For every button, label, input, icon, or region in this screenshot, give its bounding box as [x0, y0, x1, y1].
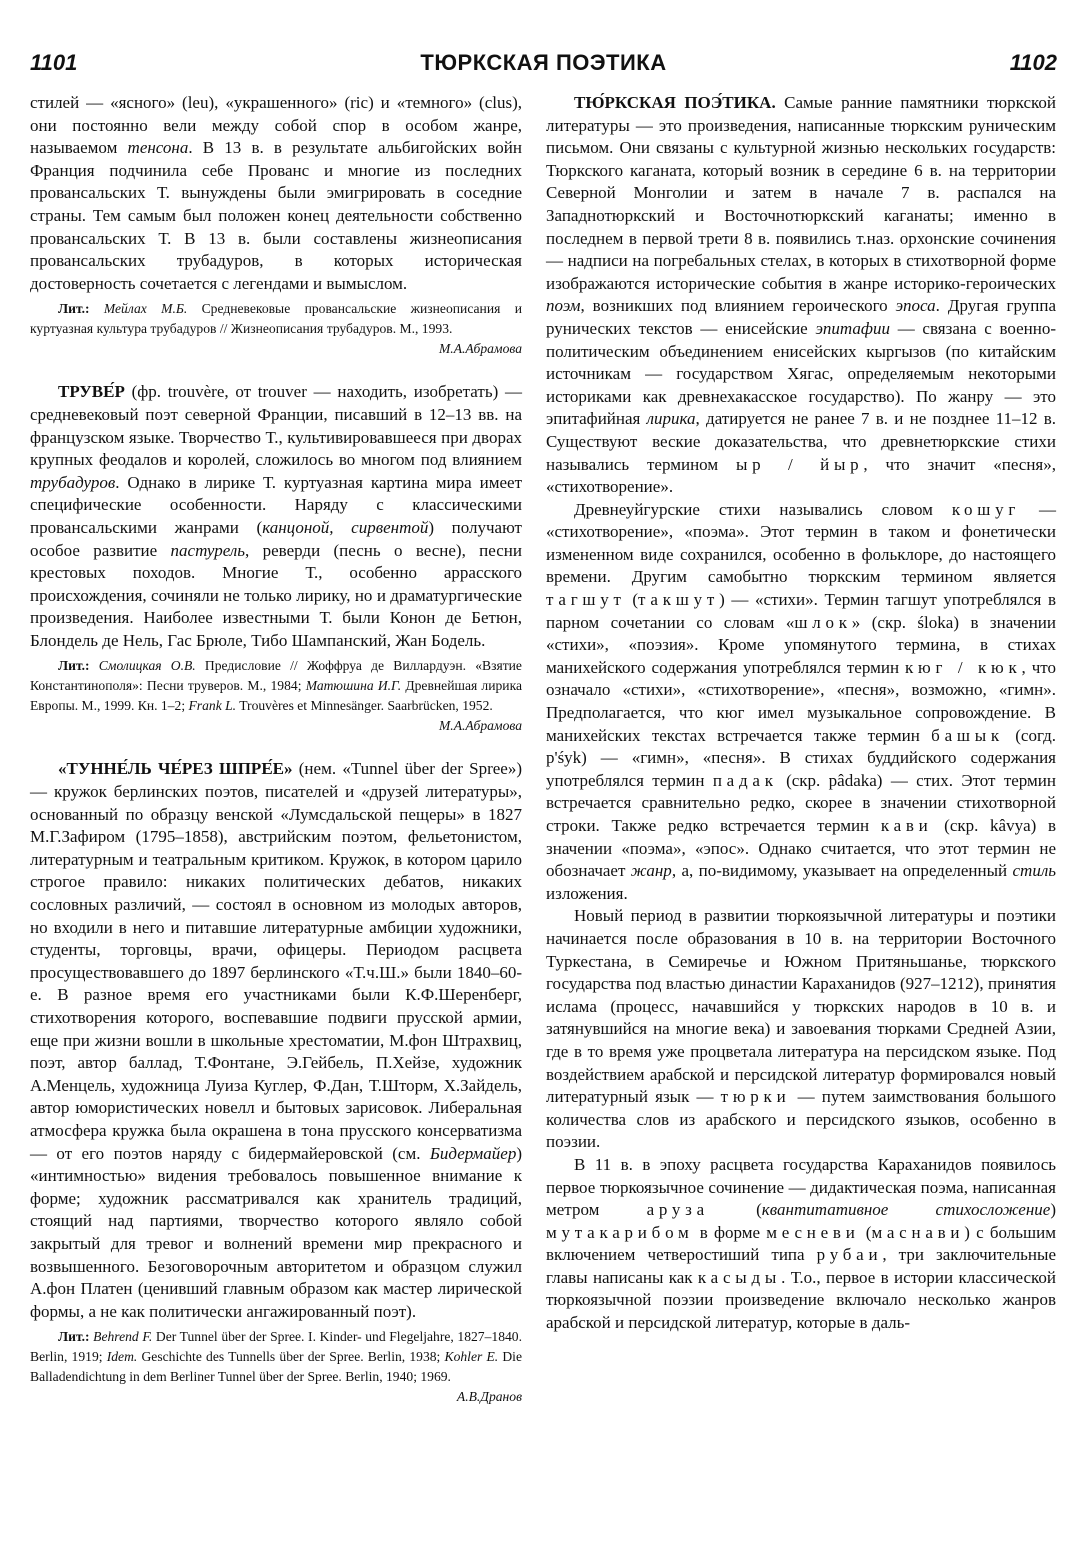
spaced-term: падак	[712, 770, 778, 790]
encyclopedia-entry	[30, 758, 522, 1323]
spaced-term: тюрки	[720, 1087, 791, 1107]
text-run: (	[625, 590, 639, 610]
italic-term: Kohler E.	[444, 1349, 499, 1365]
bold-headword: Лит.:	[58, 1329, 94, 1345]
text-run: ) — «стихи». Термин тагшут употреблялся в парном сочетании со словам «	[546, 590, 1056, 632]
text-run: Древнейшая лирика Европы. М., 1999. Кн. 1–2;	[30, 678, 522, 714]
literature-references	[30, 1327, 522, 1407]
italic-term: поэм	[546, 296, 581, 316]
italic-term: жанр	[630, 861, 672, 881]
italic-term: Мейлах М.Б.	[103, 301, 188, 317]
spaced-term: кюг / кюк	[904, 657, 1022, 677]
article-author: М.А.Абрамова	[438, 341, 522, 357]
paragraph	[546, 1154, 1056, 1335]
text-run: (согд. p'śyk) — «гимн», «песня». В стихах буддийского содержания употреблялся термин	[546, 725, 1056, 790]
article-author: М.А.Абрамова	[438, 718, 522, 734]
text-run: , реверди (песнь о весне), песни крестовых походов. Многие Т., особенно аррасского происхождения, сочиняли не только лирику, но и драматургические произведения. Наиболее известными Т. были Конон де Бетюн, Блондель де Нель, Гас Брюле, Тибо Шампанский, Жан Бодель.	[30, 540, 522, 650]
italic-term: Behrend F.	[93, 1329, 153, 1345]
spaced-term: аруза	[646, 1200, 709, 1220]
bold-headword: ТРУВЕ́Р	[58, 382, 125, 402]
spaced-term: тагшут	[546, 590, 626, 610]
text-run: Der Tunnel über der Spree. I. Kinder- und Flegeljahre, 1827–1840. Berlin, 1919;	[30, 1329, 522, 1365]
spaced-term: кошуг	[951, 499, 1021, 519]
text-run: — путем заимствования большого количества слов из арабского и персидского языков, особенно в поэзии.	[546, 1087, 1057, 1152]
italic-term: эпоса	[895, 296, 936, 316]
spaced-term: башык	[931, 725, 1004, 745]
text-run: ) с большим включением четверостиший типа	[546, 1222, 1056, 1265]
text-run: Предисловие // Жоффруа де Виллардуэн. «Взятие Константинополя»: Песни труверов. М., 1984;	[30, 658, 522, 694]
text-run: Новый период в развитии тюркоязычной литературы и поэтики начинается после образования в 10 в. на территории Восточного Туркестана, в Семиречье и Южном Притяньшанье, тюркского государства под властью династии Караханидов (927–1212), принятия ислама (процесс, начавшийся у тюркских народов в 10 в. и затянувшийся на многие века) и завоевания тюрками Средней Азии, где в то время уже процветала литература на персидском языке. Под воздействием арабской и персидской литератур формировался новый литературный язык —	[546, 906, 1056, 1107]
italic-term: Смолицкая О.В.	[98, 658, 196, 674]
bold-headword: «ТУННЕ́ЛЬ ЧЕ́РЕЗ ШПРЕ́Е»	[58, 759, 293, 779]
italic-term: Матюшина И.Г.	[305, 678, 402, 694]
page-number-right: 1102	[1009, 50, 1057, 75]
text-run: В 11 в. в эпоху расцвета государства Караханидов появилось первое тюркоязычное сочинение — дидактическая поэма, написанная метром	[546, 1154, 1056, 1220]
text-run: Trouvères et Minnesänger. Saarbrücken, 1952.	[236, 698, 493, 714]
literature-references	[30, 656, 522, 736]
text-run: (	[859, 1222, 872, 1242]
text-run: (скр. kâvya) в значении «поэма», «эпос». Однако считается, что этот термин не обозначает	[546, 816, 1056, 881]
paragraph-continuation	[30, 92, 522, 295]
text-run: )	[1050, 1200, 1056, 1220]
spaced-term: маснави	[871, 1222, 965, 1242]
italic-term: Бидермайер	[429, 1143, 517, 1163]
running-title: ТЮРКСКАЯ ПОЭТИКА	[420, 50, 667, 75]
text-run: . Однако в лирике Т. куртуазная картина мира имеет специфические особенности. Наряду с классическими провансальскими жанрами (	[30, 472, 522, 537]
paragraph	[546, 905, 1056, 1154]
text-run: Geschichte des Tunnells über der Spree. Berlin, 1938;	[137, 1349, 445, 1365]
spaced-term: мутакарибом	[546, 1222, 694, 1242]
italic-term: квантитативное стихосложение	[761, 1200, 1051, 1220]
text-run: (	[708, 1200, 762, 1220]
encyclopedia-entry	[30, 381, 522, 652]
text-run: » (скр. śloka) в значении «стихи», «поэзия». Кроме упомянутого термина, в стихах манихейского содержания употреблялся термин	[546, 612, 1057, 677]
spaced-term: рубаи	[816, 1245, 883, 1265]
italic-term: канцоной, сирвентой	[262, 517, 429, 537]
text-run: Средневековые провансальские жизнеописания и куртуазная культура трубадуров // Жизнеописания трубадуров. М., 1993.	[30, 301, 522, 337]
right-column	[546, 92, 1056, 1335]
text-run: . Т.о., первое в истории классической тюркоязычной поэзии произведение включало несколько жанров арабской и персидской литератур, которые в даль-	[546, 1267, 1056, 1333]
text-run: , а, по-видимому, указывает на определенный	[671, 861, 1013, 881]
text-run: , три заключительные главы написаны как	[546, 1245, 1056, 1287]
text-run: стилей — «ясного» (leu), «украшенного» (ric) и «темного» (clus), они постоянно вели между собой спор в особом жанре, называемом	[30, 93, 522, 158]
spaced-term: месневи	[766, 1222, 860, 1242]
bold-headword: Лит.:	[58, 301, 104, 317]
text-run: . Другая группа рунических текстов — енисейские	[546, 296, 1056, 338]
article-author: А.В.Дранов	[456, 1389, 522, 1405]
spaced-term: касыды	[697, 1267, 782, 1287]
italic-term: стиль	[1012, 861, 1056, 881]
text-run: в форме	[693, 1222, 767, 1242]
running-header	[30, 50, 1057, 80]
text-run: ) получают особое развитие	[30, 517, 522, 560]
bold-headword: Лит.:	[58, 658, 99, 674]
text-run: , что значит «песня», «стихотворение».	[546, 454, 1057, 497]
text-run: (скр. pâdaka) — стих. Этот термин встречается сравнительно редко, скорее в значении стихотворной строки. Также редко встречается термин	[546, 770, 1057, 835]
italic-term: Idem.	[106, 1349, 138, 1365]
spaced-term: шлок	[794, 612, 852, 632]
text-run: (фр. trouvère, от trouver — находить, изобретать) — средневековый поэт северной Франции, писавший в 12–13 вв. на французском языке. Творчество Т., культивировавшееся при дворах крупных феодалов и королей, сложилось во многом под влиянием	[30, 382, 522, 470]
text-run: — «стихотворение», «поэма». Этот термин в таком и фонетически измененном виде сохранился, особенно в фольклоре, до настоящего времени. Другим самобытно тюркским термином является	[546, 499, 1057, 587]
paragraph	[546, 92, 1056, 499]
paragraph	[546, 499, 1056, 906]
text-run: , датируется не ранее 7 в. и не позднее 11–12 в. Существуют веские доказательства, что древнетюркские стихи назывались термином	[546, 409, 1056, 474]
italic-term: пастурель	[170, 540, 246, 560]
literature-references	[30, 299, 522, 359]
text-run: Древнеуйгурские стихи назывались словом	[574, 499, 952, 519]
italic-term: лирика	[646, 409, 696, 429]
spaced-term: такшут	[638, 590, 720, 610]
italic-term: эпитафии	[815, 318, 890, 338]
bold-headword: ТЮ́РКСКАЯ ПОЭ́ТИКА.	[574, 93, 776, 112]
text-run: Самые ранние памятники тюркской литературы — это произведения, написанные тюркским руническим письмом. Они связаны с культурной жизнью нескольких государств: Тюркского каганата, который возник в середине 6 в. на территории Северной Монголии и затем в начале 7 в. распался на Западнотюркский и Восточнотюркский каганаты; именно в последнем в первой трети 8 в. появились т.наз. орхонские сочинения — надписи на погребальных стелах, в которых в стихотворной форме изображаются исторические события в жанре историко-героических	[546, 93, 1056, 293]
italic-term: трубадуров	[30, 472, 116, 492]
text-run: — связана с военно-политическим объединением енисейских кыргызов (по китайским источникам — государством Хягас, определяемым некоторыми историками как древнехакасское государство). По жанру — это эпитафийная	[546, 318, 1056, 429]
text-run: . В 13 в. в результате альбигойских войн Франция подчинила себе Прованс и многие из последних провансальских Т. вынуждены были эмигрировать в соседние страны. Тем самым был положен конец деятельности собственно провансальских Т. В 13 в. были составлены жизнеописания провансальских трубадуров, в которых историческая достоверность сочетается с легендами и вымыслом.	[30, 138, 522, 293]
text-run: ) «интимностью» видения требовалось повышенное внимание к форме; художник рассматривался как хранитель традиций, стоящий над партиями, творчество которого являло собой закрытый для тревог и волнений времени мир прекрасного и возвышенного. Безоговорочным авторитетом и образцом служил А.фон Платен (ценивший главным образом как мастер лирической формы, а не как политически ангажированный поэт).	[30, 1143, 522, 1321]
text-run: , что означало «стихи», «стихотворение», «песня», возможно, «гимн». Предполагается, что кюг имел музыкальное сопровождение. В манихейских текстах встречается также термин	[546, 657, 1056, 745]
text-run: , возникших под влиянием героического	[580, 296, 896, 316]
left-column	[30, 92, 522, 1407]
text-run: Die Balladendichtung in dem Berliner Tunnel über der Spree. Berlin, 1940; 1969.	[30, 1349, 522, 1385]
italic-term: Frank L.	[188, 698, 237, 714]
spaced-term: кави	[880, 816, 933, 835]
italic-term: тенсона	[127, 138, 189, 158]
text-run: изложения.	[546, 883, 628, 903]
text-run: (нем. «Tunnel über der Spree») — кружок берлинских поэтов, писателей и «друзей литературы», основанный по образцу венской «Лумсдальской пещеры» в 1827 М.Г.Зафиром (1795–1858), австрийским поэтом, фельетонистом, литературным и театральным критиком. Кружок, в котором царило строгое правило: никаких политических дебатов, никаких сословных различий, — состоял в основном из молодых авторов, но входили в него и питавшие литературные амбиции художники, студенты, торговцы, врачи, офицеры. Периодом расцвета просуществовавшего до 1897 берлинского «Т.ч.Ш.» были 1840–60-е. В разное время его участниками были К.Ф.Шеренберг, стихотворения которого, воспевавшие подвиги прусской армии, еще при жизни вошли в школьные хрестоматии, М.фон Штрахвиц, поэт, автор баллад, Т.Фонтане, Э.Гейбель, П.Хейзе, художник А.Менцель, художница Луиза Куглер, Ф.Дан, Т.Шторм, Х.Зайдель, автор юмористических новелл и бытовых зарисовок. Либеральная атмосфера кружка была окрашена в тона прусского консерватизма — от его поэтов наряду с бидермайеровской (см.	[30, 759, 522, 1163]
spaced-term: ыр / йыр	[735, 454, 864, 474]
page-number-left: 1101	[30, 50, 78, 75]
